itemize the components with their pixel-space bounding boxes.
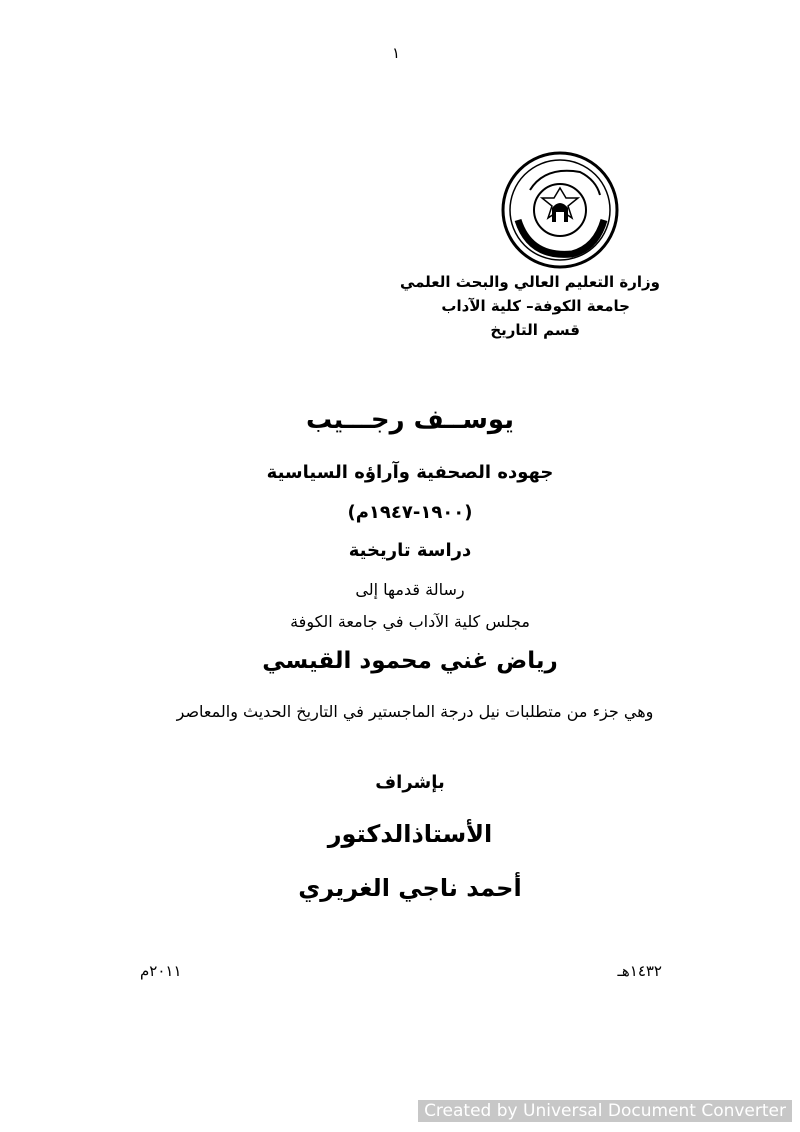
study-type: دراسة تاريخية — [348, 540, 472, 561]
university-seal-logo — [500, 150, 620, 270]
converter-watermark: Created by Universal Document Converter — [418, 1100, 792, 1122]
council-text: مجلس كلية الآداب في جامعة الكوفة — [290, 612, 530, 631]
submitted-by-text: رسالة قدمها إلى — [355, 580, 465, 599]
thesis-subtitle: جهوده الصحفية وآراؤه السياسية — [266, 462, 554, 483]
page-number: ١ — [392, 44, 401, 62]
thesis-title: يوســف رجـــيب — [306, 405, 514, 435]
author-name: رياض غني محمود القيسي — [262, 648, 558, 674]
supervision-label: بإشراف — [375, 772, 445, 793]
degree-statement: وهي جزء من متطلبات نيل درجة الماجستير في التاريخ الحديث والمعاصر — [176, 702, 654, 721]
university-name: جامعة الكوفة– كلية الآداب — [441, 297, 630, 315]
supervisor-rank: الأستاذالدكتور — [327, 820, 493, 848]
supervisor-name: أحمد ناجي الغريري — [298, 874, 522, 902]
institution-header — [400, 270, 660, 342]
ministry-name: وزارة التعليم العالي والبحث العلمي — [399, 273, 660, 291]
department-name: قسم التاريخ — [490, 321, 580, 339]
hijri-date: ١٤٣٢هـ — [617, 962, 662, 980]
gregorian-date: ٢٠١١م — [140, 962, 182, 980]
thesis-years: (١٩٠٠-١٩٤٧م) — [347, 502, 473, 523]
